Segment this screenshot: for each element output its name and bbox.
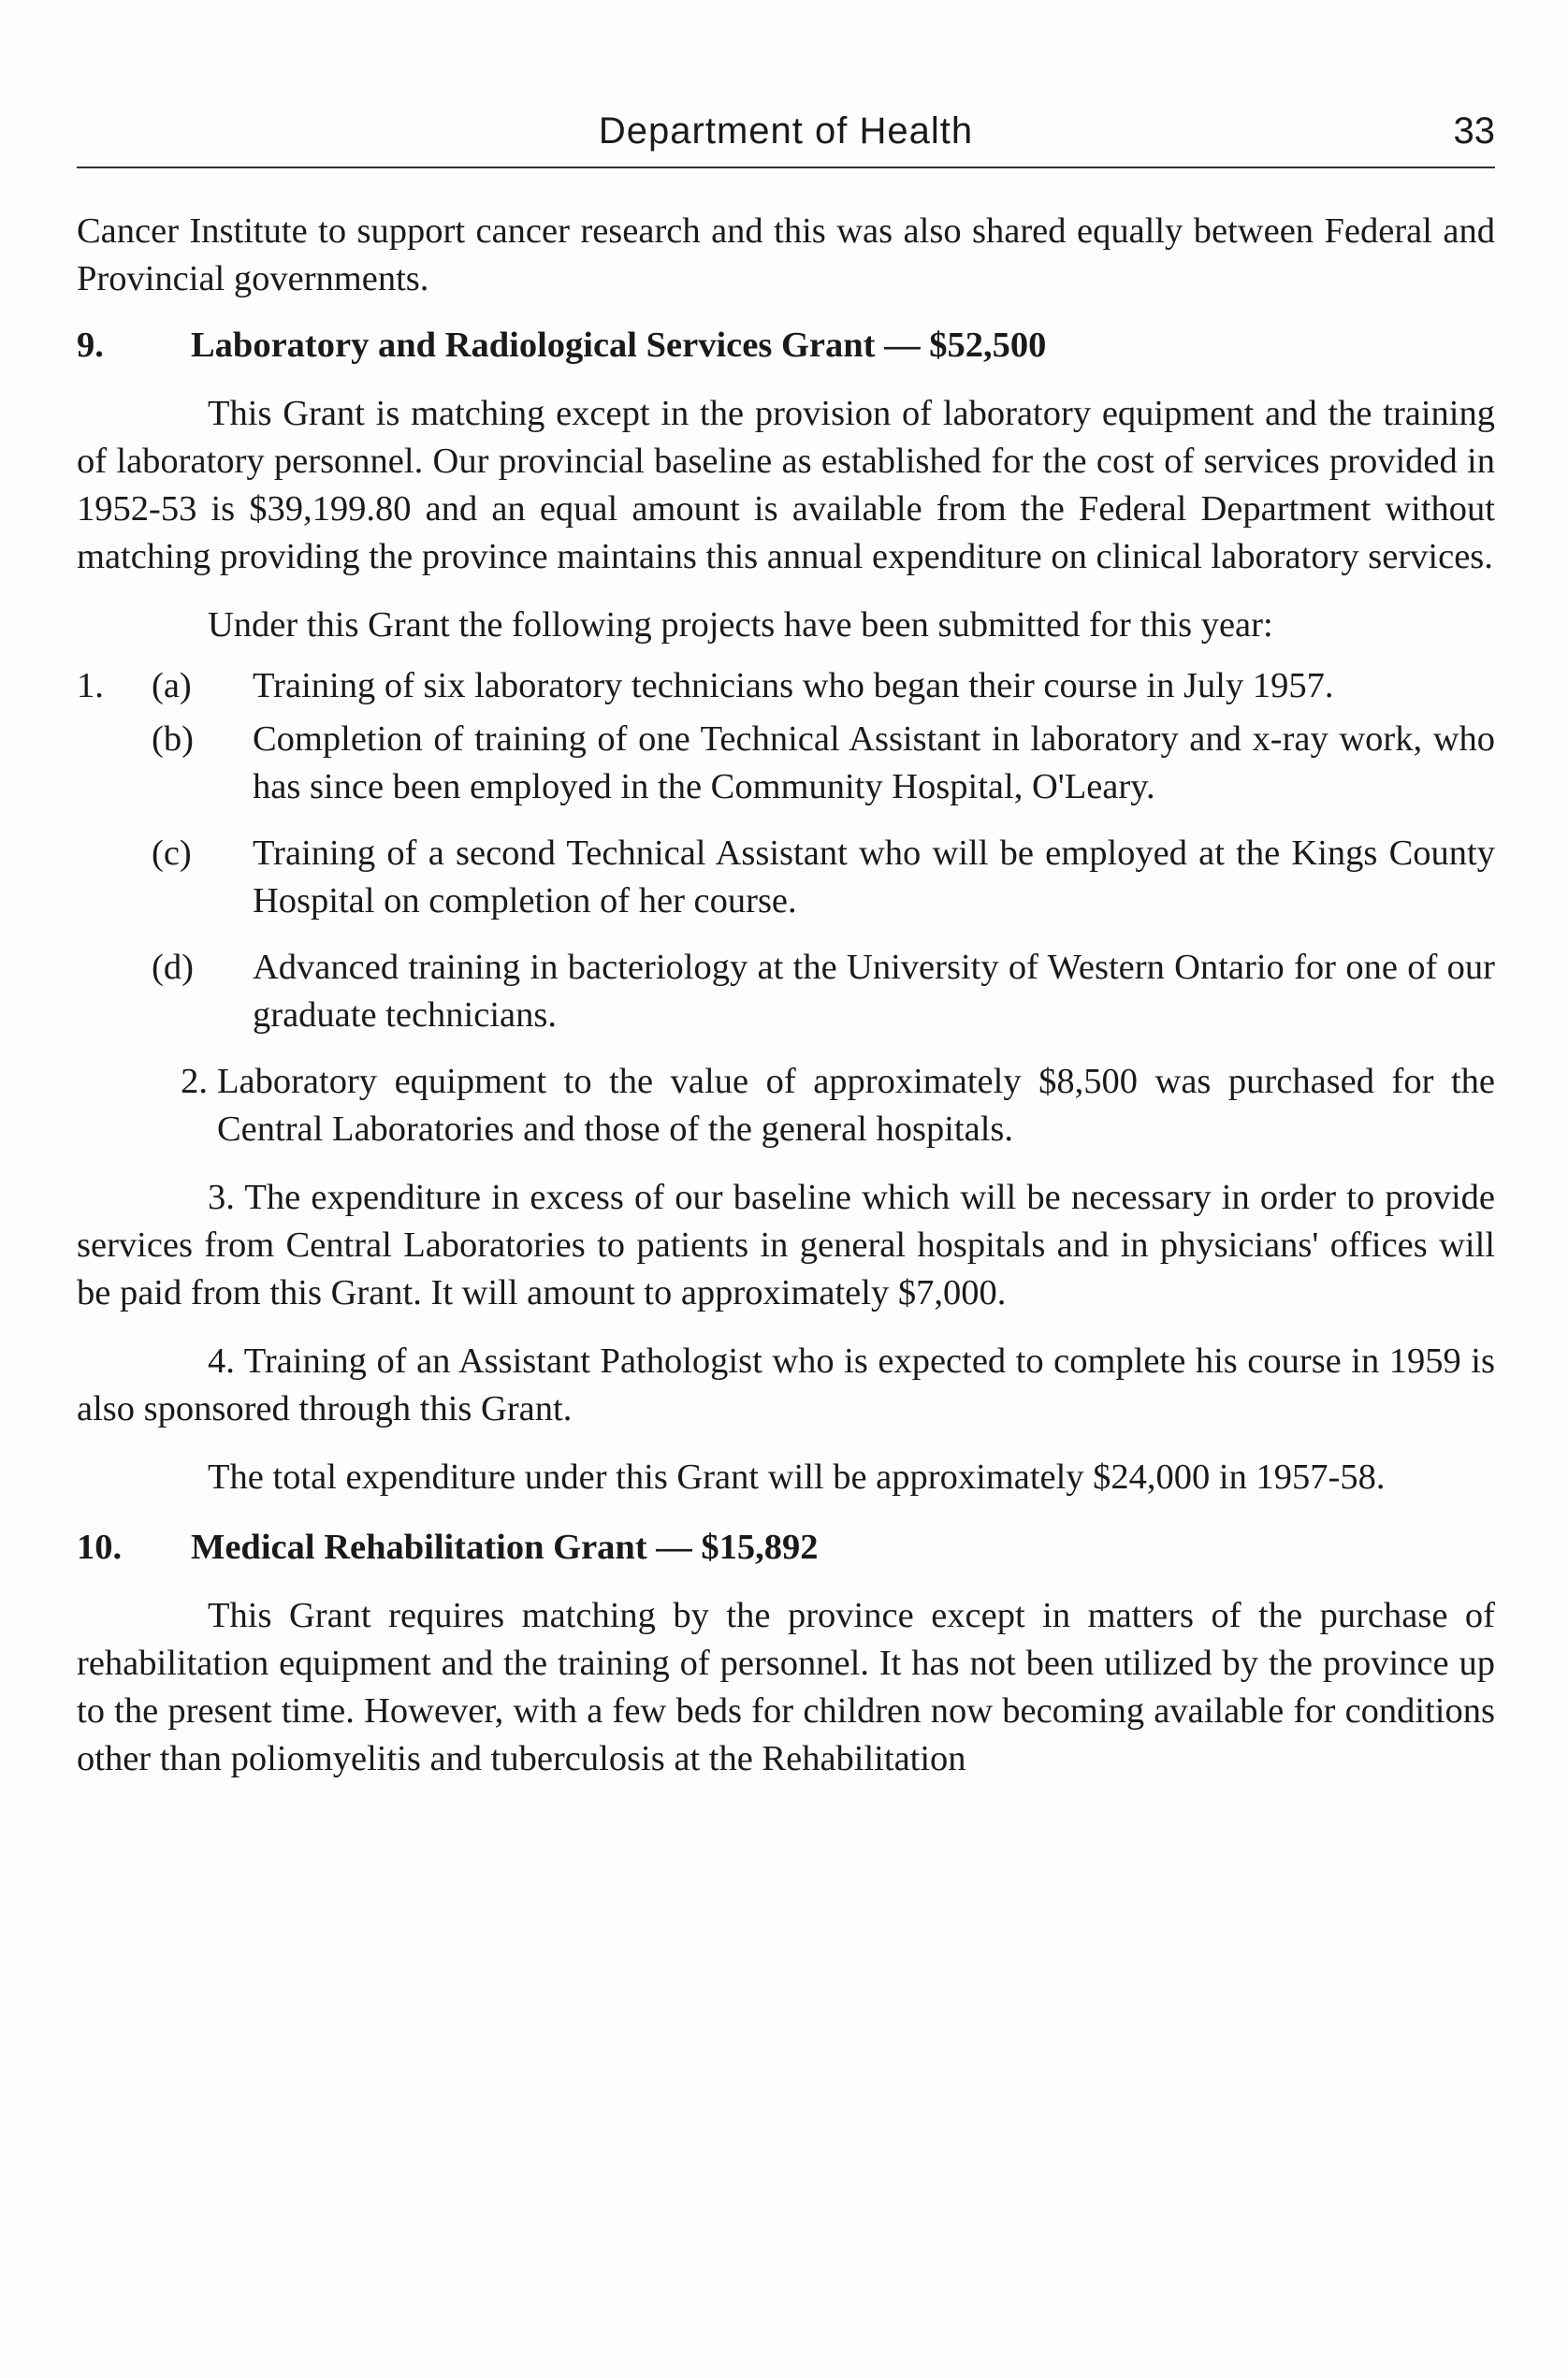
section-9-paragraph-2: Under this Grant the following projects have been submitted for this year: (208, 605, 1273, 645)
list-item-a-text: Training of six laboratory technicians who began their course in July 1957. (253, 666, 1334, 705)
list-item-1d (77, 944, 1495, 1039)
list-item-c-text: Training of a second Technical Assistant who will be employed at the Kings County Hospital on completion of her course. (253, 834, 1495, 921)
list-item-4-text: Training of an Assistant Pathologist who is expected to complete his course in 1959 is also sponsored through this Grant. (77, 1341, 1495, 1428)
list-item-a-label: (a) (152, 666, 192, 705)
page-number: 33 (1453, 110, 1495, 152)
section-9-heading (77, 322, 1495, 370)
running-header (77, 110, 1495, 168)
page-body (77, 208, 1495, 1783)
section-9-paragraph-1: This Grant is matching except in the provision of laboratory equipment and the training of laboratory personnel. Our provincial baseline as established for the cost of services provided in 1952-53 is $39,199.80 and an equal amount is available from the Federal Department without matching providing the province maintains this annual expenditure on clinical laboratory services. (77, 394, 1495, 576)
section-10-heading (77, 1524, 1495, 1572)
list-item-4-number: 4. (208, 1341, 235, 1381)
list-item-3-text: The expenditure in excess of our baseline which will be necessary in order to provide services from Central Laboratories to patients in general hospitals and in physicians' offices will be paid from this Grant. It will amount to approximately $7,000. (77, 1178, 1495, 1312)
list-item-1-number: 1. (77, 666, 104, 705)
section-10-title: Medical Rehabilitation Grant — $15,892 (191, 1528, 819, 1567)
list-item-d-label: (d) (152, 948, 194, 987)
list-item-b-text: Completion of training of one Technical Assistant in laboratory and x-ray work, who has since been employed in the Community Hospital, O'Leary. (253, 719, 1495, 806)
list-item-2 (77, 1058, 1495, 1153)
section-10-number: 10. (77, 1528, 123, 1567)
list-item-2-text: Laboratory equipment to the value of approximately $8,500 was purchased for the Central Laboratories and those of the general hospitals. (217, 1062, 1495, 1149)
list-item-c-label: (c) (152, 834, 192, 873)
running-title: Department of Health (598, 110, 974, 152)
list-item-3-number: 3. (208, 1178, 235, 1217)
list-item-1a (77, 662, 1495, 710)
section-9-title: Laboratory and Radiological Services Grant — $52,500 (191, 326, 1047, 365)
intro-paragraph: Cancer Institute to support cancer research and this was also shared equally between Federal and Provincial governments. (77, 211, 1495, 298)
list-item-4 (77, 1338, 1495, 1433)
list-item-d-text: Advanced training in bacteriology at the University of Western Ontario for one of our graduate technicians. (253, 948, 1495, 1035)
list-item-3 (77, 1174, 1495, 1317)
section-10-paragraph: This Grant requires matching by the province except in matters of the purchase of rehabilitation equipment and the training of personnel. It has not been utilized by the province up to the present time. However, with a few beds for children now becoming available for conditions other than poliomyelitis and tuberculosis at the Rehabilitation (77, 1596, 1495, 1778)
list-item-b-label: (b) (152, 719, 194, 759)
list-item-1c (77, 830, 1495, 925)
section-9-number: 9. (77, 326, 104, 365)
list-item-2-number: 2. (181, 1062, 208, 1101)
total-expenditure-paragraph: The total expenditure under this Grant will be approximately $24,000 in 1957-58. (208, 1457, 1386, 1497)
list-item-1b (77, 716, 1495, 811)
